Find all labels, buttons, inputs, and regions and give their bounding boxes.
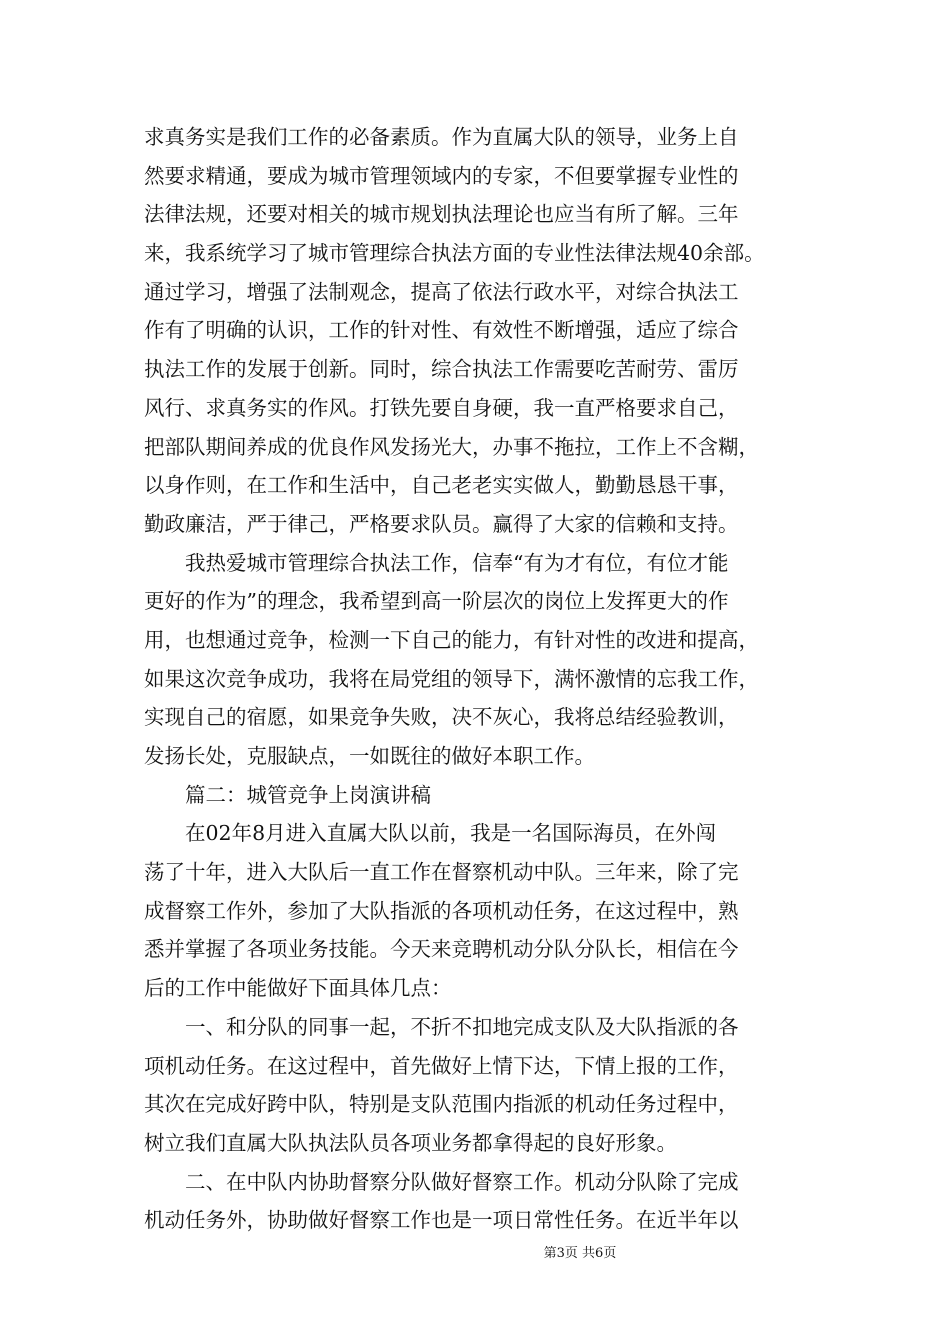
text-line: 其次在完成好跨中队，特别是支队范围内指派的机动任务过程中，	[144, 1092, 739, 1117]
text-line: 用，也想通过竞争，检测一下自己的能力，有针对性的改进和提高，	[144, 627, 759, 652]
page-number: 第3页 共6页	[543, 1246, 617, 1261]
text-line: 一、和分队的同事一起，不折不扣地完成支队及大队指派的各	[144, 1014, 739, 1039]
text-line: 把部队期间养成的优良作风发扬光大，办事不拖拉，工作上不含糊，	[144, 434, 759, 459]
text-line: 如果这次竞争成功，我将在局党组的领导下，满怀激情的忘我工作，	[144, 666, 759, 691]
text-line: 在02年8月进入直属大队以前，我是一名国际海员，在外闯	[144, 821, 717, 846]
text-line: 执法工作的发展于创新。同时，综合执法工作需要吃苦耐劳、雷厉	[144, 357, 739, 382]
text-line: 树立我们直属大队执法队员各项业务都拿得起的良好形象。	[144, 1130, 677, 1155]
text-line: 风行、求真务实的作风。打铁先要自身硬，我一直严格要求自己，	[144, 395, 739, 420]
text-line: 求真务实是我们工作的必备素质。作为直属大队的领导，业务上自	[144, 125, 739, 149]
text-line: 荡了十年，进入大队后一直工作在督察机动中队。三年来，除了完	[144, 860, 739, 885]
text-line: 机动任务外，协助做好督察工作也是一项日常性任务。在近半年以	[144, 1208, 739, 1233]
text-line: 作有了明确的认识，工作的针对性、有效性不断增强，适应了综合	[144, 318, 739, 343]
text-line: 来，我系统学习了城市管理综合执法方面的专业性法律法规40余部。	[144, 241, 765, 266]
text-line: 通过学习，增强了法制观念，提高了依法行政水平，对综合执法工	[144, 279, 739, 304]
text-line: 悉并掌握了各项业务技能。今天来竞聘机动分队分队长，相信在今	[144, 937, 739, 962]
text-line: 发扬长处，克服缺点，一如既往的做好本职工作。	[144, 744, 595, 768]
text-line: 然要求精通，要成为城市管理领域内的专家，不但要掌握专业性的	[144, 163, 739, 188]
text-line: 勤政廉洁，严于律己，严格要求队员。赢得了大家的信赖和支持。	[144, 511, 739, 536]
text-line: 法律法规，还要对相关的城市规划执法理论也应当有所了解。三年	[144, 202, 739, 227]
text-line: 更好的作为”的理念，我希望到高一阶层次的岗位上发挥更大的作	[144, 589, 729, 614]
document-body	[144, 118, 824, 1240]
text-line: 篇二：城管竞争上岗演讲稿	[144, 782, 431, 807]
text-line: 实现自己的宿愿，如果竞争失败，决不灰心，我将总结经验教训，	[144, 705, 739, 730]
text-line: 以身作则，在工作和生活中，自己老老实实做人，勤勤恳恳干事，	[144, 473, 739, 498]
text-line: 我热爱城市管理综合执法工作，信奉“有为才有位，有位才能	[144, 550, 729, 575]
text-line: 二、在中队内协助督察分队做好督察工作。机动分队除了完成	[144, 1169, 739, 1194]
text-line: 后的工作中能做好下面具体几点：	[144, 976, 452, 1001]
text-line: 成督察工作外，参加了大队指派的各项机动任务，在这过程中，熟	[144, 898, 739, 923]
text-line: 项机动任务。在这过程中，首先做好上情下达，下情上报的工作，	[144, 1053, 739, 1078]
